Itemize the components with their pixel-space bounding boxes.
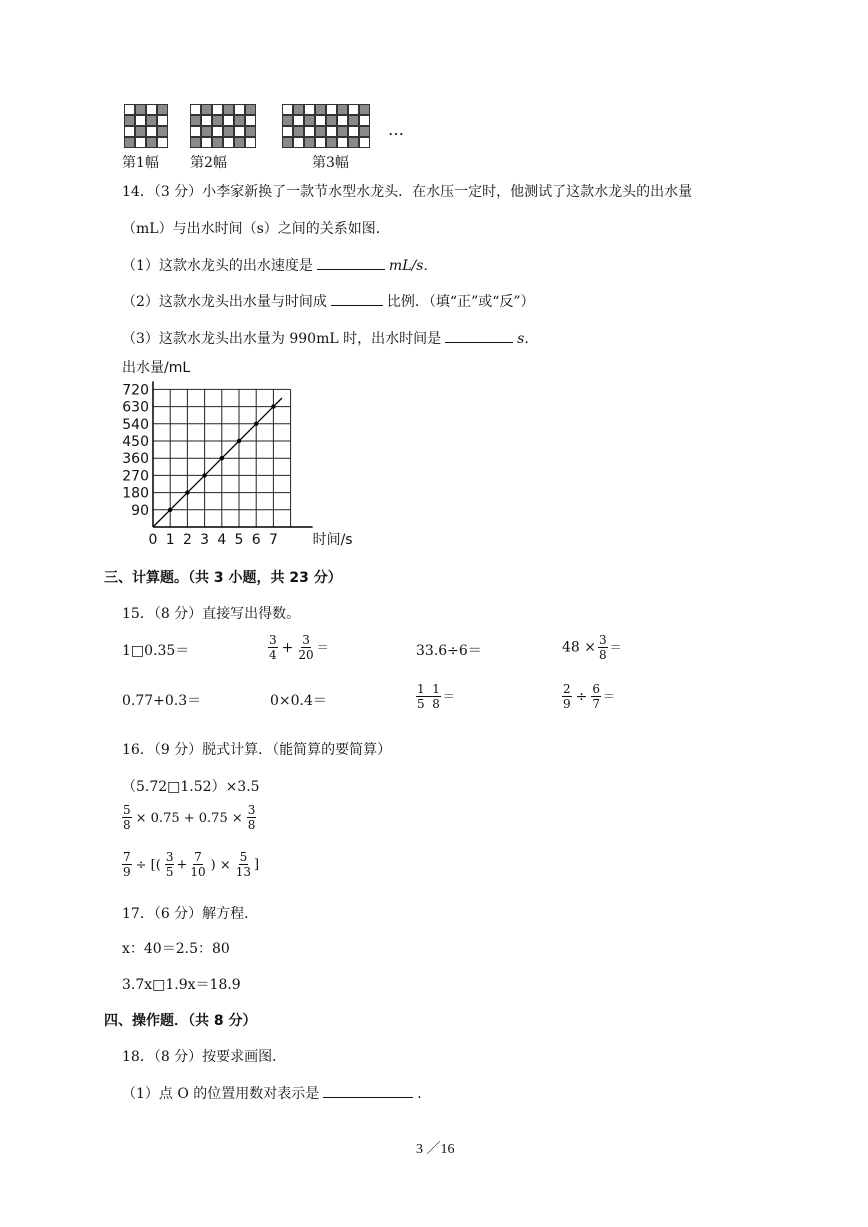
pattern-cell [293,126,304,137]
pattern-cell [201,126,212,137]
y-tick-label: 360 [122,451,149,468]
pattern-cell [359,104,370,115]
q14-part1 [122,255,437,275]
y-tick-label: 720 [122,382,149,399]
fraction [268,633,278,662]
pattern-cell [190,126,201,137]
q15-item-1: 1□0.35＝ [122,643,190,659]
q18-part1 [122,1083,431,1103]
x-tick-label: 3 [200,532,210,548]
pattern-cell [234,137,245,148]
pattern-cell [223,137,234,148]
q14-stem-line1: 14．（3 分）小李家新换了一款节水型水龙头．在水压一定时，他测试了这款水龙头的出水量 [122,184,693,200]
q18-answer-blank-1[interactable] [323,1085,413,1098]
q18-stem: 18．（8 分）按要求画图． [122,1049,287,1065]
q15-item-7 [414,682,455,711]
operator: ÷ [( [135,857,161,873]
pattern-cell [282,104,293,115]
denominator: 8 [123,818,131,832]
q14-part2-text: （2）这款水龙头出水量与时间成 [122,294,327,310]
y-tick-label: 450 [122,434,149,450]
pattern-cell [124,104,135,115]
equals: ＝ [316,640,329,655]
data-point [202,473,206,477]
data-line [153,398,282,527]
data-point [271,404,275,408]
q15-item-2 [266,633,329,662]
q17-stem: 17．（6 分）解方程． [122,906,259,922]
data-point [237,439,241,443]
q17-equation-2: 3.7x□1.9x＝18.9 [122,977,241,993]
denominator: 10 [190,865,206,879]
fraction [416,682,441,711]
x-tick-label: 7 [268,532,278,548]
q14-stem-line2: （mL）与出水时间（s）之间的关系如图． [122,221,390,237]
q14-answer-blank-3[interactable] [445,330,513,343]
pattern-cell [124,137,135,148]
q15-item-8 [560,682,615,711]
numerator: 3 [247,803,256,817]
numerator-2: 1 [432,682,440,696]
numerator: 3 [302,633,310,647]
q14-part2 [122,291,535,311]
bracket: ] [254,857,260,873]
pattern-cell [245,137,256,148]
data-point [185,490,189,494]
pattern-cell [337,126,348,137]
pattern-cell [282,137,293,148]
fraction [189,850,206,879]
denominator-2: 8 [432,697,440,711]
y-tick-label: 630 [122,399,149,416]
pattern-cell [135,126,146,137]
pattern-cell [157,104,168,115]
pattern-cell [234,115,245,126]
q16-stem: 16．（9 分）脱式计算．（能简算的要简算） [122,742,392,758]
q14-answer-blank-2[interactable] [331,293,383,306]
pattern-cell [282,126,293,137]
pattern-label-2: 第2幅 [190,155,227,171]
pattern-cell [201,104,212,115]
operator: ) × [210,857,231,873]
numerator: 5 [123,803,131,817]
numerator: 3 [165,850,174,864]
pattern-cell [190,104,201,115]
pattern-cell [315,126,326,137]
pattern-cell [190,137,201,148]
operator: ÷ [575,688,588,705]
numerator: 2 [563,682,571,696]
pattern-cell [245,115,256,126]
pattern-cell [304,126,315,137]
pattern-cell [304,137,315,148]
denominator-1: 5 [417,697,425,711]
q14-part2-note: 比例．（填“正”或“反”） [386,294,535,310]
x-tick-label: 2 [182,532,192,548]
numerator-1: 1 [417,682,425,696]
q14-part1-unit: mL/s． [388,258,438,274]
denominator: 8 [599,648,607,662]
q17-equation-1: x：40＝2.5：80 [122,941,230,957]
fraction [247,803,257,832]
data-point [168,508,172,512]
pattern-cell [315,137,326,148]
pattern-cell [146,126,157,137]
operator: + [281,639,294,656]
numerator: 5 [239,850,248,864]
y-tick-label: 540 [122,416,149,433]
numerator: 6 [592,682,601,696]
fraction [562,682,572,711]
q16-expr-3 [120,850,259,879]
pattern-cell [212,115,223,126]
pattern-cell [293,115,304,126]
pattern-cell [157,137,168,148]
pattern-cell [201,137,212,148]
pattern-figure-2 [190,104,256,148]
pattern-cell [326,137,337,148]
equals: ＝ [603,689,616,704]
q18-part1-end: ． [417,1086,432,1102]
y-tick-label: 90 [131,502,149,519]
q15-item-6: 0×0.4＝ [270,693,327,709]
pattern-cell [315,115,326,126]
expression-middle: × 0.75 + 0.75 × [135,810,243,826]
pattern-cell [223,115,234,126]
denominator: 9 [123,865,131,879]
denominator: 5 [165,865,174,879]
pattern-cell [337,104,348,115]
numerator: 7 [123,850,131,864]
pattern-cell [326,104,337,115]
pattern-cell [293,137,304,148]
pattern-cell [135,115,146,126]
fraction [122,850,132,879]
numerator: 7 [194,850,202,864]
pattern-cell [212,104,223,115]
section-3-title: 三、计算题。（共 3 小题，共 23 分） [104,570,342,586]
pattern-cell [234,104,245,115]
pattern-cell [223,104,234,115]
fraction [297,633,314,662]
pattern-figure-3 [282,104,370,148]
pattern-cell [348,126,359,137]
denominator: 13 [235,865,252,879]
denominator: 8 [247,818,256,832]
x-tick-label: 5 [234,532,244,548]
pattern-cell [212,126,223,137]
data-point [254,422,258,426]
pattern-cell [315,104,326,115]
pattern-label-3: 第3幅 [312,155,349,171]
pattern-cell [212,137,223,148]
x-tick-label: 1 [165,532,175,548]
pattern-cell [282,115,293,126]
numerator: 3 [269,633,277,647]
q16-expr-1: （5.72□1.52）×3.5 [122,779,260,795]
pattern-figure-1 [124,104,168,148]
pattern-cell [124,126,135,137]
pattern-cell [135,137,146,148]
q15-item-4 [562,633,622,662]
pattern-cell [201,115,212,126]
denominator: 7 [592,697,601,711]
fraction [122,803,132,832]
fraction [591,682,601,711]
q15-item-3: 33.6÷6＝ [416,643,482,659]
pattern-cell [348,104,359,115]
pattern-cell [359,115,370,126]
operator: + [176,857,188,873]
x-axis-label: 时间/s [312,532,353,548]
numerator: 3 [599,633,607,647]
q14-part3-text: （3）这款水龙头出水量为 990mL 时，出水时间是 [122,331,442,347]
x-tick-label: 6 [251,532,261,548]
pattern-cell [337,137,348,148]
denominator [416,697,441,711]
pattern-label-1: 第1幅 [122,155,159,171]
pattern-cell [234,126,245,137]
pattern-cell [348,137,359,148]
page-number: 3 ／16 [416,1142,455,1157]
pattern-cell [359,137,370,148]
pattern-cell [146,104,157,115]
pattern-cell [157,126,168,137]
fraction [235,850,252,879]
fraction [598,633,608,662]
pattern-cell [359,126,370,137]
q16-expr-2 [120,803,258,832]
y-axis-label: 出水量/mL [122,360,191,376]
pattern-cell [326,115,337,126]
q15-stem: 15．（8 分）直接写出得数。 [122,606,301,622]
pattern-cell [304,115,315,126]
pattern-cell [124,115,135,126]
data-point [220,456,224,460]
equals: ＝ [609,640,622,655]
expression-prefix: 48 × [562,639,596,656]
fraction [165,850,175,879]
q14-part1-text: （1）这款水龙头的出水速度是 [122,258,313,274]
pattern-cell [190,115,201,126]
pattern-cell [348,115,359,126]
pattern-cell [146,115,157,126]
x-tick-label: 4 [217,532,227,548]
pattern-cell [326,126,337,137]
y-tick-label: 180 [122,485,149,502]
equals: ＝ [442,689,455,704]
denominator: 9 [563,697,571,711]
y-tick-label: 270 [122,468,149,485]
denominator: 20 [298,648,314,662]
q18-part1-text: （1）点 O 的位置用数对表示是 [122,1086,320,1102]
denominator: 4 [269,648,277,662]
pattern-cell [245,126,256,137]
x-tick-label: 0 [148,532,158,548]
pattern-cell [337,115,348,126]
pattern-cell [293,104,304,115]
q14-answer-blank-1[interactable] [317,257,385,270]
q14-part3-unit: s． [517,331,539,347]
pattern-cell [135,104,146,115]
numerator [416,682,441,697]
pattern-cell [146,137,157,148]
pattern-cell [245,104,256,115]
q14-part3 [122,328,538,348]
pattern-cell [304,104,315,115]
pattern-ellipsis: … [388,120,404,139]
section-4-title: 四、操作题．（共 8 分） [104,1013,257,1029]
q15-item-5: 0.77+0.3＝ [122,693,202,709]
pattern-cell [157,115,168,126]
water-flow-chart [114,355,374,555]
pattern-cell [223,126,234,137]
